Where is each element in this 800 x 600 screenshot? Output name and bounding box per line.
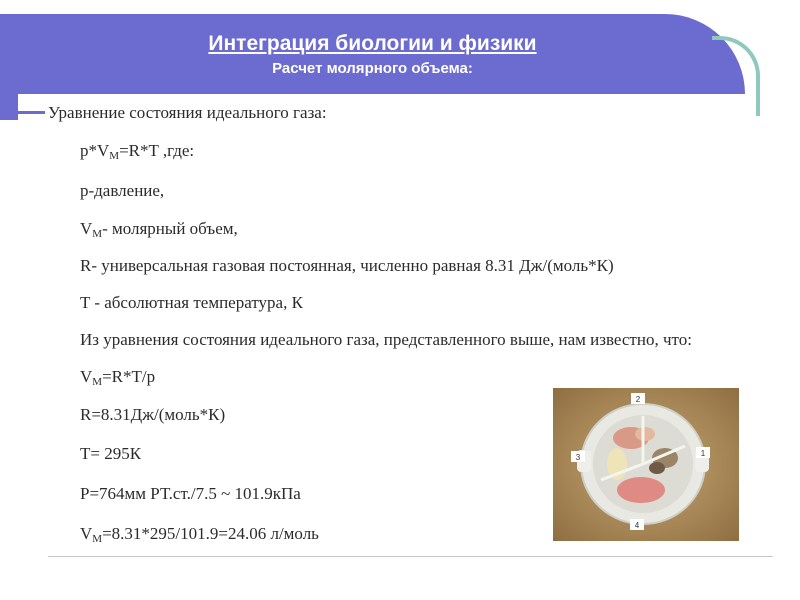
photo-label-3: 3: [575, 453, 581, 462]
photo-label-4: 4: [634, 521, 640, 530]
molar-volume-result: $V_M=8.31*295/101.9=24.06$ л/моль: [80, 524, 319, 545]
pressure-value: P=764мм РТ.ст./7.5 ~ 101.9кПа: [80, 484, 301, 503]
temperature-definition: T - абсолютная температура, К: [80, 293, 303, 312]
slide-title: Интеграция биологии и физики: [208, 32, 537, 55]
photo-label-1: 1: [700, 449, 706, 458]
molar-volume-formula: $V_M=R*T/p$: [80, 367, 156, 388]
gas-constant-definition: R- универсальная газовая постоянная, численно равная 8.31 Дж/(моль*К): [80, 256, 614, 275]
photo-label-2: 2: [635, 395, 641, 404]
temperature-value: T= 295К: [80, 444, 142, 463]
experiment-photo: [553, 388, 739, 541]
pressure-definition: p-давление,: [80, 181, 165, 200]
ideal-gas-equation: $p*V_M=R*T$ ,где:: [80, 141, 195, 162]
content-heading: Уравнение состояния идеального газа:: [48, 103, 327, 122]
bottom-divider: [48, 556, 773, 557]
molar-volume-definition: $V_M-$ молярный объем,: [80, 219, 238, 240]
slide-subtitle: Расчет молярного объема:: [272, 60, 473, 77]
banner-accent-line: [0, 111, 45, 114]
known-intro: Из уравнения состояния идеального газа, представленного выше, нам известно, что:: [80, 330, 692, 349]
gas-constant-value: R=8.31Дж/(моль*К): [80, 405, 226, 424]
banner-accent: [0, 94, 18, 120]
